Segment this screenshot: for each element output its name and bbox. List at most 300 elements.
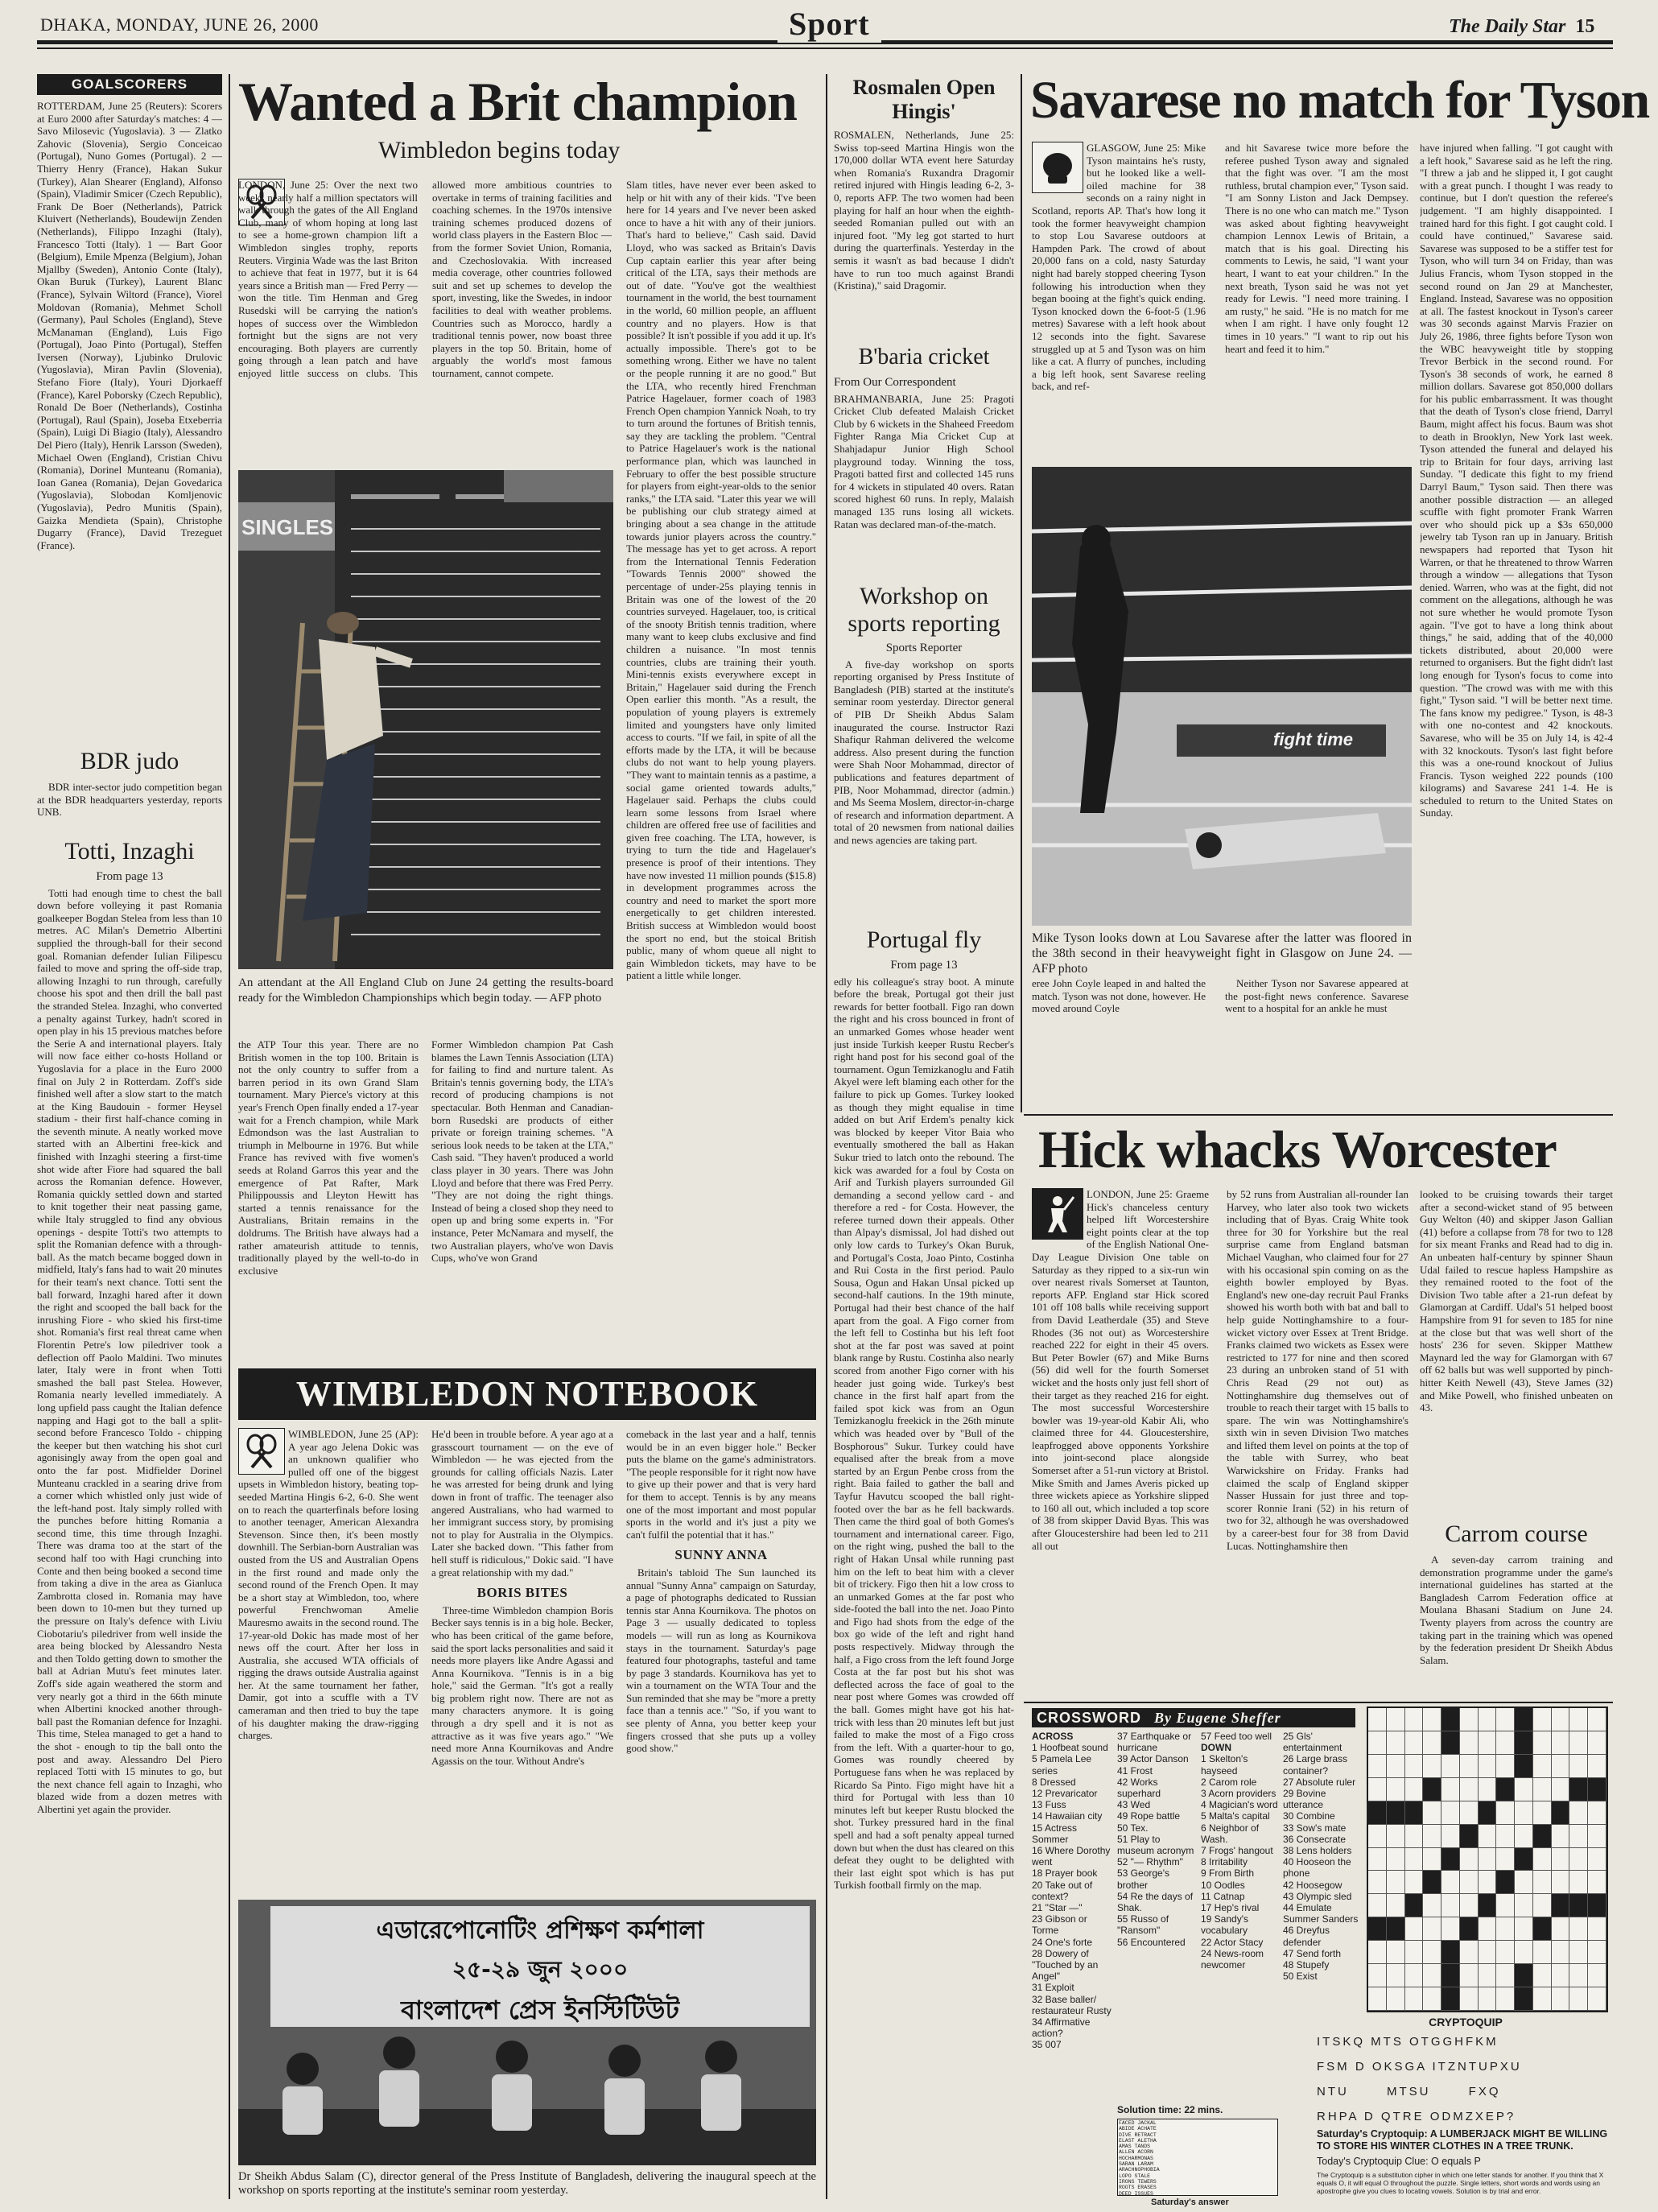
crossword-cell[interactable] xyxy=(1479,1964,1497,1987)
crossword-clue: 22 Actor Stacy xyxy=(1201,1936,1264,1948)
crossword-cell[interactable] xyxy=(1569,1755,1588,1778)
crossword-black-square xyxy=(1441,1708,1460,1731)
crossword-cell[interactable] xyxy=(1423,1941,1441,1964)
crossword-cell[interactable] xyxy=(1368,1987,1387,2011)
crossword-cell[interactable] xyxy=(1533,1894,1552,1917)
brit-lower1-text: the ATP Tour this year. There are no British women in the top 100. Britain is not the only country to suffer from a barren period in its own Grand Slam tournament. Mary Pierce's victory at this year's French Open finally ended a 17-year wait for a French champion, while Mark Edmondson was the last Australian to triumph in Melbourne in 1976. But while France has revived with five women's seeds at Roland Garros this year and the emergence of Pat Rafter, Mark Philippoussis and Lleyton Hewitt has started a tennis renaissance for the Australians, Britain remains in the doldrums. The British have always had a rather amateurish attitude to tennis, traditionally played by the well-to-do in exclusive xyxy=(238,1038,419,1277)
crossword-clue: 36 Consecrate xyxy=(1283,1833,1347,1845)
crossword-clue: 44 Emulate Summer Sanders xyxy=(1283,1902,1359,1925)
rosmalen-headline: Rosmalen Open Hingis' xyxy=(852,76,996,123)
icon-spacer xyxy=(1032,142,1087,195)
crossword-black-square xyxy=(1533,1917,1552,1941)
crossword-cell[interactable] xyxy=(1387,1871,1405,1894)
crossword-black-square xyxy=(1441,1964,1460,1987)
crossword-cell[interactable] xyxy=(1515,1825,1533,1848)
crossword-cell[interactable] xyxy=(1533,1964,1552,1987)
fight-photo-art xyxy=(1032,467,1412,926)
crossword-cell[interactable] xyxy=(1569,1825,1588,1848)
crossword-cell[interactable] xyxy=(1479,1825,1497,1848)
crossword-clues-col1 xyxy=(1032,1731,1114,2198)
crossword-cell[interactable] xyxy=(1569,1941,1588,1964)
crossword-cell[interactable] xyxy=(1387,1825,1405,1848)
crossword-cell[interactable] xyxy=(1423,1825,1441,1848)
crossword-cell[interactable] xyxy=(1552,1731,1570,1755)
crossword-cell[interactable] xyxy=(1569,1917,1588,1941)
crossword-cell[interactable] xyxy=(1588,1964,1606,1987)
crossword-cell[interactable] xyxy=(1387,1941,1405,1964)
dateline: DHAKA, MONDAY, JUNE 26, 2000 xyxy=(40,14,319,35)
crossword-cell[interactable] xyxy=(1460,1894,1479,1917)
crossword-cell[interactable] xyxy=(1460,1708,1479,1731)
crossword-cell[interactable] xyxy=(1496,1941,1515,1964)
crossword-cell[interactable] xyxy=(1496,1825,1515,1848)
workshop-people-art xyxy=(238,2020,816,2165)
crossword-cell[interactable] xyxy=(1569,1708,1588,1731)
crossword-black-square xyxy=(1441,1731,1460,1755)
cryptoquip-answer: A LUMBERJACK MIGHT BE WILLING TO STORE HIS WINTER CLOTHES IN A TREE TRUNK. xyxy=(1317,2128,1608,2152)
crossword-clue: 47 Send forth xyxy=(1283,1947,1342,1959)
crossword-clue: 27 Absolute ruler xyxy=(1283,1776,1356,1788)
paper-title: The Daily Star xyxy=(1449,16,1566,37)
notebook-col2 xyxy=(431,1428,613,1893)
crossword-clue: 3 Acorn providers xyxy=(1201,1788,1276,1800)
crossword-clue: 15 Actress Sommer xyxy=(1032,1822,1078,1845)
cryptoquip-title: CRYPTOQUIP xyxy=(1429,2016,1503,2028)
crossword-cell[interactable] xyxy=(1588,1987,1606,2011)
column-divider xyxy=(826,74,827,2199)
crossword-clue: 49 Rope battle xyxy=(1117,1810,1181,1822)
rosmalen-body: ROSMALEN, Netherlands, June 25: Swiss top-seed Martina Hingis won the 170,000 dollar WTA event here Saturday when Romania's Ruxandra Dragomir retired injured with Hingis leading 6-2, 3-0, reports AFP. The two women had been playing for half an hour when the eighth-seeded Romanian pulled out with an injured foot. "My leg got started to hurt during the quarterfinals. Yesterday in the semis it wasn't as bad because I didn't have to run too much against Brandi (Kristina)," said Dragomir. xyxy=(834,129,1014,292)
crossword-cell[interactable] xyxy=(1479,1708,1497,1731)
crossword-cell[interactable] xyxy=(1496,1987,1515,2011)
crossword-cell[interactable] xyxy=(1533,1987,1552,2011)
crossword-cell[interactable] xyxy=(1515,1871,1533,1894)
crossword-cell[interactable] xyxy=(1533,1778,1552,1801)
crossword-cell[interactable] xyxy=(1569,1871,1588,1894)
crossword-cell[interactable] xyxy=(1441,1894,1460,1917)
crossword-cell[interactable] xyxy=(1479,1731,1497,1755)
crossword-grid[interactable] xyxy=(1367,1706,1608,2012)
crossword-cell[interactable] xyxy=(1405,1871,1424,1894)
crossword-cell[interactable] xyxy=(1441,1871,1460,1894)
crossword-cell[interactable] xyxy=(1552,1941,1570,1964)
goalscorers-heading: GOALSCORERS xyxy=(37,74,222,95)
crossword-black-square xyxy=(1515,1731,1533,1755)
answer-rows xyxy=(1119,2120,1276,2196)
crossword-cell[interactable] xyxy=(1479,1755,1497,1778)
workshop-story xyxy=(834,583,1014,921)
crossword-cell[interactable] xyxy=(1387,1731,1405,1755)
savarese-col2 xyxy=(1225,142,1408,464)
crossword-cell[interactable] xyxy=(1423,1917,1441,1941)
crossword-clue: 2 Carom role xyxy=(1201,1776,1257,1788)
crossword-cell[interactable] xyxy=(1552,1778,1570,1801)
crossword-black-square xyxy=(1423,1778,1441,1801)
crossword-cell[interactable] xyxy=(1515,1778,1533,1801)
brit-lower2-text: Former Wimbledon champion Pat Cash blames the Lawn Tennis Association (LTA) for failing to find and nurture talent. As Britain's tennis governing body, the LTA's record of producing champions is not spectacular. Both Henman and Canadian-born Rusedski are products of either private or foreign training schemes. "A serious look needs to be taken at the LTA," Cash said. "They haven't produced a world class player in 30 years. There was John Lloyd and before that there was Fred Perry. "They are not doing the right things. Instead of being a closed shop they need to open up and bring some experts in. "For instance, Peter McNamara and myself, the two Australian players, who've won Davis Cups, who've won Grand xyxy=(431,1038,613,1265)
crossword-cell[interactable] xyxy=(1441,1755,1460,1778)
crossword-black-square xyxy=(1405,1801,1424,1825)
crossword-clue: 5 Malta's capital xyxy=(1201,1810,1270,1822)
crossword-cell[interactable] xyxy=(1515,1917,1533,1941)
crossword-cell[interactable] xyxy=(1405,1731,1424,1755)
crossword-cell[interactable] xyxy=(1569,1801,1588,1825)
saturday-answer-label: Saturday's answer xyxy=(1151,2198,1229,2207)
crossword-black-square xyxy=(1441,1848,1460,1872)
crossword-title: CROSSWORD xyxy=(1037,1710,1141,1726)
crossword-clue: 52 "— Rhythm" xyxy=(1117,1856,1183,1868)
crossword-clue: 9 From Birth xyxy=(1201,1867,1255,1880)
crossword-cell[interactable] xyxy=(1441,1801,1460,1825)
crossword-cell[interactable] xyxy=(1552,1917,1570,1941)
crossword-cell[interactable] xyxy=(1368,1731,1387,1755)
crossword-clue: 34 Affirmative action? xyxy=(1032,2016,1091,2040)
crossword-clue: 24 One's forte xyxy=(1032,1936,1092,1948)
crossword-cell[interactable] xyxy=(1441,1825,1460,1848)
down-clue-list-2 xyxy=(1283,1731,1359,1982)
crossword-black-square xyxy=(1569,1894,1588,1917)
crossword-clue: 8 Dressed xyxy=(1032,1776,1076,1788)
crossword-cell[interactable] xyxy=(1552,1825,1570,1848)
cryptoquip-line-4: RHPA D QTRE ODMZXEP? xyxy=(1317,2110,1516,2123)
answer-row: FACED JACKAL xyxy=(1119,2120,1157,2126)
crossword-cell[interactable] xyxy=(1460,1848,1479,1872)
crossword-cell[interactable] xyxy=(1588,1731,1606,1755)
crossword-clue: 48 Stupefy xyxy=(1283,1959,1330,1971)
cryptoquip-note: The Cryptoquip is a substitution cipher in which one letter stands for another. If you think that X equals O, it will equal O throughout the puzzle. Single letters, short words and words using an apostrophe give you clues to locating vowels. Solution is by trial and error. xyxy=(1317,2171,1604,2195)
crossword-cell[interactable] xyxy=(1405,1848,1424,1872)
goalscorers-body xyxy=(37,100,222,728)
crossword-cell[interactable] xyxy=(1460,1871,1479,1894)
crossword-cell[interactable] xyxy=(1387,1894,1405,1917)
crossword-clue: 57 Feed too well xyxy=(1201,1731,1272,1742)
crossword-cell[interactable] xyxy=(1423,1708,1441,1731)
notebook-col1-full xyxy=(238,1428,419,1893)
answer-row: HOCHARMONAS xyxy=(1119,2155,1153,2161)
crossword-cell[interactable] xyxy=(1569,1964,1588,1987)
crossword-cell[interactable] xyxy=(1496,1964,1515,1987)
crossword-cell[interactable] xyxy=(1479,1778,1497,1801)
crossword-black-square xyxy=(1496,1871,1515,1894)
crossword-clue: 33 Sow's mate xyxy=(1283,1822,1347,1834)
savarese-c2-text: and hit Savarese twice more before the referee pushed Tyson away and signaled that the fight was over. "I am the most ruthless, brutal champion ever," Tyson said. "I am Sonny Liston and Jack Dempsey. There is no one who can match me." Tyson was asked about fighting heavyweight champion Lennox Lewis of Britain, a match that is his goal. Directing his comments to Lewis, he said, "I want your heart, I want to eat your children." In the next breath, Tyson said he was not yet ready for Lewis. "I need more training. I am rusty," he said. "He is no match for me when I am right. I have only fought 12 times in 10 years." "I want to rip out his heart and feed it to him." xyxy=(1225,142,1408,355)
crossword-clue: 38 Lens holders xyxy=(1283,1845,1352,1857)
crossword-cell[interactable] xyxy=(1423,1987,1441,2011)
crossword-cell[interactable] xyxy=(1588,1871,1606,1894)
answer-row: ALLEN ACORN xyxy=(1119,2149,1153,2156)
crossword-clue: 10 Oodles xyxy=(1201,1879,1245,1891)
crossword-clue: 4 Magician's word xyxy=(1201,1799,1278,1811)
crossword-cell[interactable] xyxy=(1368,1755,1387,1778)
crossword-cell[interactable] xyxy=(1496,1731,1515,1755)
crossword-cell[interactable] xyxy=(1496,1848,1515,1872)
crossword-cell[interactable] xyxy=(1552,1964,1570,1987)
crossword-cell[interactable] xyxy=(1423,1964,1441,1987)
answer-row: ROOTS ERASES xyxy=(1119,2185,1157,2191)
crossword-cell[interactable] xyxy=(1405,1941,1424,1964)
hick-c3-text: looked to be cruising towards their target after a second-wicket stand of 95 between Guy Welton (40) and skipper Jason Gallian (41) before a collapse from 78 for two to 128 for six meant Franks and Read had to dig in. An unbeaten half-century by spinner Shaun Udal failed to rescue hapless Hampshire as they remained rooted to the foot of the Division Two table after a 21-run defeat by Glamorgan at Cardiff. Udal's 51 helped boost Hampshire from 91 for seven to 185 for nine at the close but that was well short of the hosts' 236 for seven. Skipper Matthew Maynard led the way for Glamorgan with 67 off 62 balls but was well supported by pinch-hitter Keith Newell (43), Steve James (32) and Mike Powell, who finished unbeaten on 43. xyxy=(1420,1188,1613,1414)
tyson-fight-photo xyxy=(1032,467,1412,926)
crossword-cell[interactable] xyxy=(1569,1731,1588,1755)
crossword-clue: 31 Exploit xyxy=(1032,1982,1074,1994)
totti-story xyxy=(37,832,222,2193)
hick-col1 xyxy=(1032,1188,1209,1699)
crossword-black-square xyxy=(1588,1894,1606,1917)
crossword-cell[interactable] xyxy=(1588,1848,1606,1872)
crossword-cell[interactable] xyxy=(1515,1801,1533,1825)
crossword-cell[interactable] xyxy=(1387,1778,1405,1801)
crossword-cell[interactable] xyxy=(1588,1801,1606,1825)
crossword-cell[interactable] xyxy=(1569,1848,1588,1872)
rosmalen-story xyxy=(834,74,1014,332)
crossword-cell[interactable] xyxy=(1441,1778,1460,1801)
bbaria-headline: B'baria cricket xyxy=(858,345,990,369)
crossword-cell[interactable] xyxy=(1588,1708,1606,1731)
crossword-cell[interactable] xyxy=(1387,1964,1405,1987)
notebook-heading: WIMBLEDON NOTEBOOK xyxy=(238,1368,816,1420)
crossword-clue: 28 Dowery of "Touched by an Angel" xyxy=(1032,1947,1099,1983)
savarese-headline: Savarese no match for Tyson xyxy=(1030,71,1649,130)
crossword-cell[interactable] xyxy=(1479,1848,1497,1872)
brit-col3-text: Slam titles, have never ever been asked to help or hit with any of their kids. "I've been here for 14 years and I've never been asked once to have a hit with any of their juniors. That's hard to believe," Cash said. David Lloyd, who was sacked as Britain's Davis Cup captain earlier this year after being critical of the LTA, says their methods are out of date. "You've got the wealthiest tournament in the world, the best tournament in the world, 60 million people, an affluent country and no players. How is that possible? It isn't possible if you add it up. It's actually impossible. There's got to be something wrong. Either we have no talent or the people running it are no good." But the LTA, who recently hired Frenchman Patrice Hagelauer, former coach of 1983 French Open champion Yannick Noah, to try to turn around the fortunes of British tennis, say they are tackling the problem. "Central to Patrice Hagelauer's work is the national performance plan, which was launched in February to offer the best possible structure for players from eight-year-olds to the senior ranks," the LTA said. "Later this year we will be publishing our club strategy aimed at bringing about a sea change in the attitude towards junior players across the country." The message has yet to get across. A report from the International Tennis Federation "Towards Tennis 2000" showed the percentage of under-25s playing tennis in Britain was one of the lowest of the 20 countries surveyed. Hagelauer, too, is critical of the snooty British tennis tradition, where many want to keep clubs exclusive and find children a nuisance. "In most tennis countries, clubs are training their youth. Mini-tennis exists everywhere except in Britain," Hagelauer said during the French Open earlier this month. "As a result, the population of young players is extremely limited and youngsters have only limited access to courts. "If we fail, in spite of all the efforts made by the LTA, it will be because clubs do not want to help young players. "They want to maintain tennis as a pastime, a social game oriented towards adults," Hagelauer said. Perhaps the clubs could learn some lessons from Israel where children are offered free use of facilities and given free coaching. The LTA, however, is trying to turn the tide and Hagelauer's presence is proof of their intentions. They have now invested 11 million pounds ($15.8) in development programmes across the country and need to market the sport more energetically to get children interested. British success at Wimbledon would boost the sport no end, but the stoical British public, many of whom queue all night to gain Wimbledon tickets, may have to be patient a little while longer. xyxy=(626,179,816,982)
crossword-heading xyxy=(1032,1708,1355,1727)
crossword-clue: 30 Combine xyxy=(1283,1810,1335,1822)
crossword-cell[interactable] xyxy=(1533,1941,1552,1964)
crossword-cell[interactable] xyxy=(1405,1755,1424,1778)
portugal-body: edly his colleague's stray boot. A minute before the break, Portugal got their just rewards for better football. Figo ran down the right and his cross bounced in front of an unmarked Gomes whose header went just inside Turkish keeper Rustu Recber's right hand post for his second goal of the tournament. Ogun Temizkanoglu and Fatih Akyel were left blaming each other for the failure to pick up Gomes. Turkey looked as though they might equalise in time added on but Arif Erdem's penalty kick was blocked by keeper Vitor Baia who eventually smothered the ball as Hakan Sukur tried to latch onto the rebound. The kick was awarded for a foul by Costa on Arif and Turkish players surrounded Gil demanding a second yellow card - and therefore a red - for Costa. However, the referee turned down their appeals. Other than Alpay's dismissal, Jol had dished out only low cards to Turkey's Okan Buruk, and Portugal's Costa, Joao Pinto, Costinha and Rui Costa in the first period. Paulo Sousa, Ogun and Hakan Unsal picked up second-half cautions. In the 19th minute, Portugal had their best chance of the half apart from the goal. A Figo corner from the left fell to Costinha but his left foot shot at the far post was saved at point blank range by Rustu. Costinha also nearly scored from another Figo corner with his header just going wide. Turkey's best chance in the first half apart from the failed spot kick was from an Ogun Temizkanoglu freekick in the 26th minute which was headed over by "Bull of the Bosphorous" Sukur. Turkey could have equalised after the break from a move started by an Ergun Penbe cross from the right. Baia failed to gather the ball and Tayfur Havutcu scooped the ball right-footed over the bar as he fell backwards. Then came the third goal of both Gomes's tournament and international career. Figo, on the right wing, pushed the ball to the right of Hakan Unsal while running past him on the left to beat him with a clever bit of trickery. Figo then hit a low cross to an unmarked Gomes at the far post who side-footed the ball into the net. Joao Pinto and Figo had shots from the edge of the box go wide of the left and right hand posts respectively. Midway through the half, a Figo cross from the left found Jorge Costa at the far post but his shot was deflected across the face of goal to the near post where Gomes was crowded off the ball. Gomes might have got his hat-trick with less than 20 minutes left but just failed to make the most of a Figo cross from the left. With a quarter-hour to go, Gomes was roundly cheered by Portuguese fans when he was replaced by Ricardo Sa Pinto. Figo might have hit a third for Portugal with less than 10 minutes left but keeper Rustu blocked the shot. Turkey pressured hard in the final spell and had a soft penalty appeal turned down but when the dust has cleared on this defeat they ought to be delighted with their last eight spot which is has put Turkish football firmly on the map. xyxy=(834,975,1014,1892)
crossword-clue: 14 Hawaiian city xyxy=(1032,1810,1103,1822)
crossword-clue: 51 Play to museum acronym xyxy=(1117,1833,1194,1857)
bbaria-story xyxy=(834,343,1014,554)
totti-jump: From page 13 xyxy=(96,870,163,883)
answer-row: ABIDE ACHATE xyxy=(1119,2126,1157,2132)
crossword-cell[interactable] xyxy=(1515,1941,1533,1964)
crossword-clue: 7 Frogs' hangout xyxy=(1201,1845,1273,1857)
crossword-author: By Eugene Sheffer xyxy=(1154,1710,1281,1726)
crossword-clue: 56 Encountered xyxy=(1117,1936,1186,1948)
crossword-clue: 41 Frost xyxy=(1117,1764,1153,1777)
crossword-cell[interactable] xyxy=(1533,1848,1552,1872)
bdr-judo-body: BDR inter-sector judo competition began at the BDR headquarters yesterday, reports UNB. xyxy=(37,781,222,819)
crossword-black-square xyxy=(1515,1848,1533,1872)
crossword-black-square xyxy=(1588,1778,1606,1801)
workshop-banner xyxy=(270,1906,810,2027)
crossword-black-square xyxy=(1515,1755,1533,1778)
crossword-cell[interactable] xyxy=(1588,1917,1606,1941)
savarese-bottom-1 xyxy=(1032,977,1206,1029)
crossword-cell[interactable] xyxy=(1460,1987,1479,2011)
brit-body: LONDON, June 25: Over the next two weeks nearly half a million spectators will walk through the gates of the All England Club, many of whom hoping at long last to see a home-grown champion lift a Wimbledon singles trophy, reports Reuters. Virginia Wade was the last Briton to achieve that feat in 1977, but it is 64 years since a British man — Fred Perry — won the title. Tim Henman and Greg Rusedski will be carrying the nation's hopes of success over the Wimbledon fortnight but the signs are not very encouraging. Both players are currently going through a lean patch and have enjoyed little success on clubs. This allowed more ambitious countries to overtake in terms of training facilities and coaching schemes. In the 1970s intensive training schemes produced dozens of world class players in the Eastern Bloc — from the former Soviet Union, Romania, and Czechoslovakia. With increased media coverage, other countries followed suit and set up schemes to develop the sport, investing, like the Swedes, in indoor facilities to deal with weather problems. Countries such as Morocco, hardly a traditional tennis power, now boast three players in the top 50. Britain, home of arguably the world's most famous tournament, cannot compete. xyxy=(238,179,612,379)
crossword-cell[interactable] xyxy=(1423,1848,1441,1872)
down-label: DOWN xyxy=(1201,1742,1231,1754)
crossword-cell[interactable] xyxy=(1368,1941,1387,1964)
workshop-byline: Sports Reporter xyxy=(885,642,963,654)
crossword-cell[interactable] xyxy=(1368,1708,1387,1731)
crossword-cell[interactable] xyxy=(1460,1941,1479,1964)
answer-row: SARAN LARAM xyxy=(1119,2161,1153,2168)
crossword-cell[interactable] xyxy=(1533,1731,1552,1755)
paper-name xyxy=(1449,16,1594,38)
crossword-cell[interactable] xyxy=(1552,1755,1570,1778)
crossword-black-square xyxy=(1387,1801,1405,1825)
crossword-clue: 29 Bovine utterance xyxy=(1283,1788,1326,1811)
cryptoquip-clue: Today's Cryptoquip Clue: O equals P xyxy=(1317,2156,1481,2167)
crossword-cell[interactable] xyxy=(1496,1801,1515,1825)
crossword-clue: 55 Russo of "Ransom" xyxy=(1117,1913,1169,1937)
crossword-clue: 23 Gibson or Torme xyxy=(1032,1913,1087,1937)
crossword-black-square xyxy=(1515,1987,1533,2011)
crossword-clue: 25 Gls' entertainment xyxy=(1283,1731,1342,1754)
crossword-cell[interactable] xyxy=(1496,1894,1515,1917)
crossword-cell[interactable] xyxy=(1423,1731,1441,1755)
crossword-cell[interactable] xyxy=(1479,1987,1497,2011)
cryptoquip-answer-block xyxy=(1317,2128,1615,2152)
crossword-cell[interactable] xyxy=(1460,1801,1479,1825)
answer-row: DEED ISSUES xyxy=(1119,2190,1153,2196)
portugal-story xyxy=(834,926,1014,2206)
workshop-photo-caption: Dr Sheikh Abdus Salam (C), director general of the Press Institute of Bangladesh, delivering the inaugural speech at the workshop on sports reporting at the institute's seminar room yesterday. xyxy=(238,2170,816,2197)
masthead-rule-thin xyxy=(37,47,1613,49)
workshop-photo xyxy=(238,1900,816,2165)
crossword-cell[interactable] xyxy=(1405,1987,1424,2011)
brit-body-cols xyxy=(238,179,612,468)
crossword-cell[interactable] xyxy=(1405,1708,1424,1731)
cryptoquip-line-3: NTU MTSU FXQ xyxy=(1317,2085,1501,2099)
crossword-cell[interactable] xyxy=(1368,1871,1387,1894)
carrom-body: A seven-day carrom training and demonstration programme under the game's international guidelines has started at the Bangladesh Carrom Federation office at Moulana Bhasani Stadium on June 24. Twenty players from across the country are taking part in the training which was opened by the federation president Dr Sheikh Abdus Salam. xyxy=(1420,1554,1613,1666)
crossword-black-square xyxy=(1479,1894,1497,1917)
crossword-cell[interactable] xyxy=(1460,1964,1479,1987)
crossword-cell[interactable] xyxy=(1405,1964,1424,1987)
crossword-cell[interactable] xyxy=(1588,1825,1606,1848)
across-clue-list-2 xyxy=(1117,1731,1198,1948)
crossword-cell[interactable] xyxy=(1441,1917,1460,1941)
crossword-cell[interactable] xyxy=(1552,1708,1570,1731)
boris-bites-text: Three-time Wimbledon champion Boris Becker says tennis is in a big hole. Becker, who has been critical of the game before, said the sport lacks personalities and said it needs more players like Andre Agassi and Anna Kournikova. "Tennis is in a big hole," said the German. "It's got a really big problem right now. There are not as many characters anymore. It is going through a dry spell and it is not as attractive as it was five years ago." "We need more Anna Kournikovas and Andre Agassis on the tour. Without Andre's xyxy=(431,1603,613,1767)
brit-subhead: Wimbledon begins today xyxy=(378,137,621,163)
crossword-clue: 35 007 xyxy=(1032,2039,1062,2051)
notebook-c2-text: He'd been in trouble before. A year ago at a grasscourt tournament — on the eve of Wimbledon — he was ejected from the grounds for calling officials Nazis. Later he was arrested for being drunk and lying down in front of traffic. The teenager also angered Australians, who had warmed to her immigrant success story, by promising not to play for Australia in the Olympics. Later she backed down. "This father from hell stuff is ridiculous," Dokic said. "I have a great relationship with my dad." xyxy=(431,1428,613,1579)
crossword-black-square xyxy=(1441,1987,1460,2011)
goalscorers-text: ROTTERDAM, June 25 (Reuters): Scorers at Euro 2000 after Saturday's matches: 4 — Savo Milosevic (Yugoslavia). 3 — Zlatko Zahovic (Slovenia), Sergio Conceicao (Portugal), Nuno Gomes (Portugal). 2 — Thierry Henry (France), Hakan Sukur (Turkey), Alan Shearer (England), Alfonso (Spain), Vladimir Smicer (Czech Republic), Frank De Boer (Netherlands), Patrick Kluivert (Netherlands), Boudewijn Zenden (Netherlands), Filippo Inzaghi (Italy), Francesco Totti (Italy). 1 — Bart Goor (Belgium), Emile Mpenza (Belgium), Johan Mjallby (Sweden), Antonio Conte (Italy), Okan Buruk (Turkey), Laurent Blanc (France), Sylvain Wiltord (France), Viorel Moldovan (Romania), Mehmet Scholl (Germany), Paul Scholes (England), Steve McManaman (England), Luis Figo (Portugal), Joao Pinto (Portugal), Steffen Iversen (Norway), Ljubinko Drulovic (Yugoslavia), Miran Pavlin (Slovenia), Stefano Fiore (Italy), Youri Djorkaeff (France), Karel Poborsky (Czech Republic), Ronald De Boer (Netherlands), Costinha (Portugal), Raul (Spain), Joseba Etxeberria (Spain), Luigi Di Biagio (Italy), Alessandro Del Piero (Italy), Henrik Larsson (Sweden), Michael Owen (England), Cristian Chivu (Romania), Dorinel Munteanu (Romania), Ioan Ganea (Romania), Dejan Govedarica (Yugoslavia), Slobodan Komljenovic (Yugoslavia), Pedro Munitis (Spain), Gaizka Mendieta (Spain), Christophe Dugarry (France), David Trezeguet (France). xyxy=(37,100,222,551)
crossword-clue: 54 Re the days of Shak. xyxy=(1117,1890,1194,1914)
crossword-cell[interactable] xyxy=(1533,1871,1552,1894)
cryptoquip-line-1: ITSKQ MTS OTGGHFKM xyxy=(1317,2035,1499,2049)
across-clue-list xyxy=(1032,1742,1114,2050)
crossword-clue: 18 Prayer book xyxy=(1032,1867,1098,1880)
crossword-clue: 5 Pamela Lee series xyxy=(1032,1753,1092,1777)
hick-col2 xyxy=(1227,1188,1408,1699)
savarese-c1-text: GLASGOW, June 25: Mike Tyson maintains he's rusty, but he looked like a well-oiled machine for 38 seconds on a rainy night in Scotland, reports AP. That's how long it took the former heavyweight champion to stop Lou Savarese outdoors at Hampden Park. The crowd of about 20,000 fans on a cold, nasty Saturday night had barely stopped cheering Tyson following his introduction when they began booing at the fight's quick ending. Tyson knocked down the 6-foot-5 (1.96 metres) Savarese with a left hook about 12 seconds into the fight. Savarese struggled up at 5 and Tyson was on him like a cat. A flurry of punches, including a big left hook, sent Savarese reeling back, and ref- xyxy=(1032,142,1206,393)
crossword-cell[interactable] xyxy=(1405,1917,1424,1941)
crossword-cell[interactable] xyxy=(1460,1778,1479,1801)
cryptoquip-answer-label: Saturday's Cryptoquip: xyxy=(1317,2128,1428,2140)
crossword-cell[interactable] xyxy=(1515,1894,1533,1917)
crossword-cell[interactable] xyxy=(1479,1941,1497,1964)
crossword-cell[interactable] xyxy=(1368,1964,1387,1987)
boris-bites-heading: BORIS BITES xyxy=(476,1585,568,1601)
savarese-col1 xyxy=(1032,142,1206,464)
brit-lower-col1 xyxy=(238,1038,419,1356)
crossword-clue: 24 News-room newcomer xyxy=(1201,1947,1264,1971)
page-number: 15 xyxy=(1575,16,1595,37)
crossword-cell[interactable] xyxy=(1423,1894,1441,1917)
savarese-col3 xyxy=(1420,142,1613,1108)
crossword-clue: 39 Actor Danson xyxy=(1117,1753,1189,1765)
crossword-cell[interactable] xyxy=(1387,1708,1405,1731)
crossword-clue: 21 "Star —" xyxy=(1032,1902,1083,1914)
cryptoquip xyxy=(1317,2016,1615,2195)
savarese-b1-text: eree John Coyle leaped in and halted the match. Tyson was not done, however. He moved around Coyle xyxy=(1032,977,1206,1015)
crossword-cell[interactable] xyxy=(1552,1987,1570,2011)
answer-row: DIVE RETRACT xyxy=(1119,2132,1157,2138)
crossword-cell[interactable] xyxy=(1533,1801,1552,1825)
section-divider xyxy=(1024,1114,1613,1116)
crossword-clue: 6 Neighbor of Wash. xyxy=(1201,1822,1260,1845)
crossword-black-square xyxy=(1552,1894,1570,1917)
crossword-cell[interactable] xyxy=(1405,1825,1424,1848)
hick-c1-text: LONDON, June 25: Graeme Hick's chanceless century helped lift Worcestershire eight points clear at the top of the English National One-Day League Division One table on Saturday as they ripped to a six-run win over nearest rivals Somerset at Taunton, reports AFP. England star Hick scored 101 off 108 balls while receiving support from David Leatherdale (35) and Steve Rhodes (36 not out) as Worcestershire reached 222 for eight in their 45 overs. But Peter Bowler (67) and Mike Burns (56) did well for the fourth Somerset wicket and the hosts only just fell short of their target as they reached 216 for eight. The most successful Worcestershire bowler was 19-year-old Kabir Ali, who claimed three for 44. Gloucestershire, leapfrogged above opponents Yorkshire into joint-second place alongside Somerset after a 51-run victory at Bristol. Mike Smith and James Averis picked up three wickets apiece as Yorkshire slipped to 160 all out, which included a top score of 38 from skipper David Byas. This was after Gloucestershire had been led to 211 all out xyxy=(1032,1188,1209,1552)
hick-headline: Hick whacks Worcester xyxy=(1038,1120,1557,1179)
crossword-black-square xyxy=(1368,1917,1387,1941)
answer-row: ARACHNOPHOBIA xyxy=(1119,2167,1160,2173)
crossword-cell[interactable] xyxy=(1423,1755,1441,1778)
crossword-cell[interactable] xyxy=(1368,1848,1387,1872)
crossword-cell[interactable] xyxy=(1496,1708,1515,1731)
notebook-c1-text: WIMBLEDON, June 25 (AP): A year ago Jelena Dokic was an unknown qualifier who pulled off one of the biggest upsets in Wimbledon history, beating top-seeded Martina Hingis 6-2, 6-0. She went on to reach the quarterfinals before losing to another teenager, American Alexandra Stevenson. Since then, it's been mostly downhill. The Serbian-born Australian was ousted from the US and Australian Opens in the first round and made only the second round of the French Open. It may be a short stay at Wimbledon, too, where powerful Frenchwoman Amelie Mauresmo awaits in the second round. The 17-year-old Dokic has made most of her news off the court. After her loss in Australia, she accused WTA officials of rigging the draws outside Australia against her. At the same tournament her father, Damir, got into a scuffle with a TV cameraman and then tried to buy the tape of his daughter making the draw-rigging charges. xyxy=(238,1428,419,1742)
crossword-cell[interactable] xyxy=(1552,1871,1570,1894)
crossword-cell[interactable] xyxy=(1368,1825,1387,1848)
solution-time: Solution time: 22 mins. xyxy=(1117,2104,1223,2115)
down-clue-list-1 xyxy=(1201,1731,1281,1971)
saturday-answer-grid xyxy=(1117,2119,1278,2196)
crossword-cell[interactable] xyxy=(1569,1987,1588,2011)
crossword-cell[interactable] xyxy=(1496,1755,1515,1778)
crossword-clue: 26 Large brass container? xyxy=(1283,1753,1348,1777)
crossword-black-square xyxy=(1515,1964,1533,1987)
crossword-cell[interactable] xyxy=(1533,1755,1552,1778)
crossword-clue: 32 Base baller/ restaurateur Rusty xyxy=(1032,1993,1112,2016)
crossword-cell[interactable] xyxy=(1460,1731,1479,1755)
crossword-clue: 16 Where Dorothy went xyxy=(1032,1845,1111,1868)
crossword-cell[interactable] xyxy=(1368,1778,1387,1801)
crossword-clue: 50 Tex. xyxy=(1117,1822,1149,1834)
totti-body: Totti had enough time to chest the ball down before volleying it past Romania goalkeeper Bogdan Stelea from less than 10 metres. AC Milan's Demetrio Albertini supplied the through-ball for their second goal. Romanian defender Iulian Filipescu failed to move and spring the off-side trap, allowing Inzaghi to run through, carefully choose his spot and then drill the ball past the stranded Stelea. Inzaghi, who converted a penalty against Turkey, hadn't scored in open play in his 15 previous matches before the Serie A and international players. Italy will now face either co-hosts Holland or Yugoslavia for a place in the Euro 2000 final on July 2 in Rotterdam. Zoff's side finished well after a slow start to the match at the King Baudouin - former Heysel stadium - their first half-chance coming in the seventh minute. A neatly worked move started with an Albertini free-kick and finished with Inzaghi steering a first-time shot wide after Fiore had squared the ball across the Romanian defence. However, Romania quickly settled down and started to knit together their neat passing game, while Italy struggled to find any obvious openings - despite Totti's two attempts to split the Romanian defence with a through-ball. As the match became bogged down in midfield, Italy's fans had to wait 20 minutes for their team's next chance. Totti sent the ball forward, Inzaghi hared after it down the right and scooped the ball back for the inrushing Fiore - who skied his first-time shot. Romania's first real threat came when Florentin Petre's low piledriver took a deflection off Paolo Maldini. Two minutes later, Italy were in front when Totti smashed the ball past Stelea. However, Romania nearly levelled immediately. A long upfield pass caught the Italian defence napping and Hagi got to the ball a split-second before Francesco Toldo - chipping the keeper but then watching his shot curl agonisingly away from the open goal and onto the far post. Midfielder Dorinel Munteanu crackled in a searing drive from a corner which whistled only just wide of the left-hand post. Italy simply rolled with the punches before hitting Romania a second time, this time through Inzaghi. There was drama too at the start of the second half too with Hagi crunching into Conte and then being booked a second time from taking a dive in the area as Gianluca Zambrotta closed in. Romania may have been down to 10-men but they turned up the pressure on Italy's defence with Liviu Ciobotariu's piledriver from well inside the area being blocked by Alessandro Nesta and then Toldo getting down to smother the ball at Adrian Mutu's feet minutes later. Zoff's side again weathered the storm and very nearly got a third in the 66th minute when Albertini knocked another through-ball past the Romanian defence for Inzaghi. This time, Stelea managed to get a hand to the shot - enough to tip the ball onto the post and away. Alessandro Del Piero replaced Totti with 15 minutes to go, but the next chance fell again to Inzaghi, who blazed wide from a dozen metres with Albertini yet again the provider. xyxy=(37,886,222,1815)
hick-c2-text: by 52 runs from Australian all-rounder Ian Harvey, who later also took two wickets including that of Byas. Craig White took three for 30 for Yorkshire but the real surprise came from England batsman Michael Vaughan, who claimed four for 27 with his occasional spin coming on as the eighth bowler employed by Byas. England's new one-day recruit Paul Franks showed his worth both with bat and ball to help guide Nottinghamshire to a four-wicket victory over Essex at Trent Bridge. Franks claimed two wickets as Essex were restricted to 177 for nine and then scored 23 during an unbroken stand of 51 with Chris Read (29 not out) as Nottinghamshire dug themselves out of trouble to reach their target with 15 balls to spare. The win was Nottinghamshire's sixth win in seven Division Two matches and lifted them level on points at the top of the table with Surrey, who beat Warwickshire on Friday. Franks had claimed the scalp of England skipper Nasser Hussain for just three and top-scorer Ronnie Irani (52) in his return of two for 32, although he was overshadowed by a career-best four for 38 from David Lucas. Nottinghamshire then xyxy=(1227,1188,1408,1552)
crossword-black-square xyxy=(1533,1825,1552,1848)
crossword-cell[interactable] xyxy=(1588,1755,1606,1778)
crossword-cell[interactable] xyxy=(1479,1871,1497,1894)
crossword-clue: 8 Irritability xyxy=(1201,1856,1248,1868)
attendant-figure xyxy=(254,575,415,969)
crossword-cell[interactable] xyxy=(1387,1755,1405,1778)
crossword-cell[interactable] xyxy=(1496,1917,1515,1941)
section-title: Sport xyxy=(777,5,881,43)
crossword-cell[interactable] xyxy=(1423,1801,1441,1825)
bdr-judo-headline: BDR judo xyxy=(80,748,179,774)
crossword-cell[interactable] xyxy=(1460,1755,1479,1778)
crossword-cell[interactable] xyxy=(1387,1987,1405,2011)
crossword-cell[interactable] xyxy=(1552,1848,1570,1872)
crossword-cell[interactable] xyxy=(1405,1778,1424,1801)
crossword-cell[interactable] xyxy=(1387,1848,1405,1872)
crossword-cell[interactable] xyxy=(1479,1917,1497,1941)
crossword-cell[interactable] xyxy=(1588,1941,1606,1964)
crossword-clue: 43 Wed xyxy=(1117,1799,1151,1811)
crossword-cell[interactable] xyxy=(1533,1708,1552,1731)
crossword-cell[interactable] xyxy=(1368,1894,1387,1917)
savarese-c3-text: have injured when falling. "I got caught with a left hook," Savarese said as he left the ring. "I threw a jab and he slipped it, I got caught with a great punch. I thought I was ready to continue, but I don't question the referee's judgement. "I am highly disappointed. I trained hard for this fight. I got caught cold. I could have continued," Savarese said. Savarese was supposed to be a stiffer test for Tyson, who will turn 34 on Friday, than was Julius Francis, whom Tyson stopped in the second round on Jan 29 at Manchester, England. Instead, Savarese was no opposition at all. The fastest knockout in Tyson's career was 30 seconds against Marvis Frazier on July 26, 1986, three fights before Tyson won the WBC heavyweight title by stopping Trevor Berbick in the second round. For Tyson's 38 seconds of work, he earned 8 million dollars. Savarese got 850,000 dollars for his public embarrassment. It was thought that the death of Tyson's close friend, Darryl Baum, might affect his focus. Baum was shot to death in Brooklyn, New York last week. Tyson attended the funeral and delayed his trip to Britain for four days, arriving last Sunday. "I dedicate this fight to my friend Darryl Baum," Tyson said. Then there was another possible distraction — an alleged scuffle with fight promoter Frank Warren over who should pick up a $3s 650,000 jewelry tab Tyson ran up in January. British newspapers had reported that Tyson hit Warren, or that he threatened to throw Warren through a window — allegations that Tyson denied. Warren, who was at the fight, did not comment on the allegations, although he was not sure whether he would promote Tyson again. "I've got to have a long think about things," he said, adding that of the 40,000 tickets distributed, about 20,000 were returned to organisers. But the fight didn't last long enough for Tyson's focus to come into question. "The crowd was with me with this fight," Tyson said. "I will be better next time. The fans know my pedigree." Tyson, is 48-3 with one no-contest and 42 knockouts. Savarese, who will be 35 on July 14, is 42-4 with 32 knockouts. Tyson's last fight before this was a one-round knockout of Julius Francis. Tyson weighed 222 pounds (100 kilograms) and Savarese 241 1-4. He is scheduled to return to the United States on Sunday. xyxy=(1420,142,1613,819)
